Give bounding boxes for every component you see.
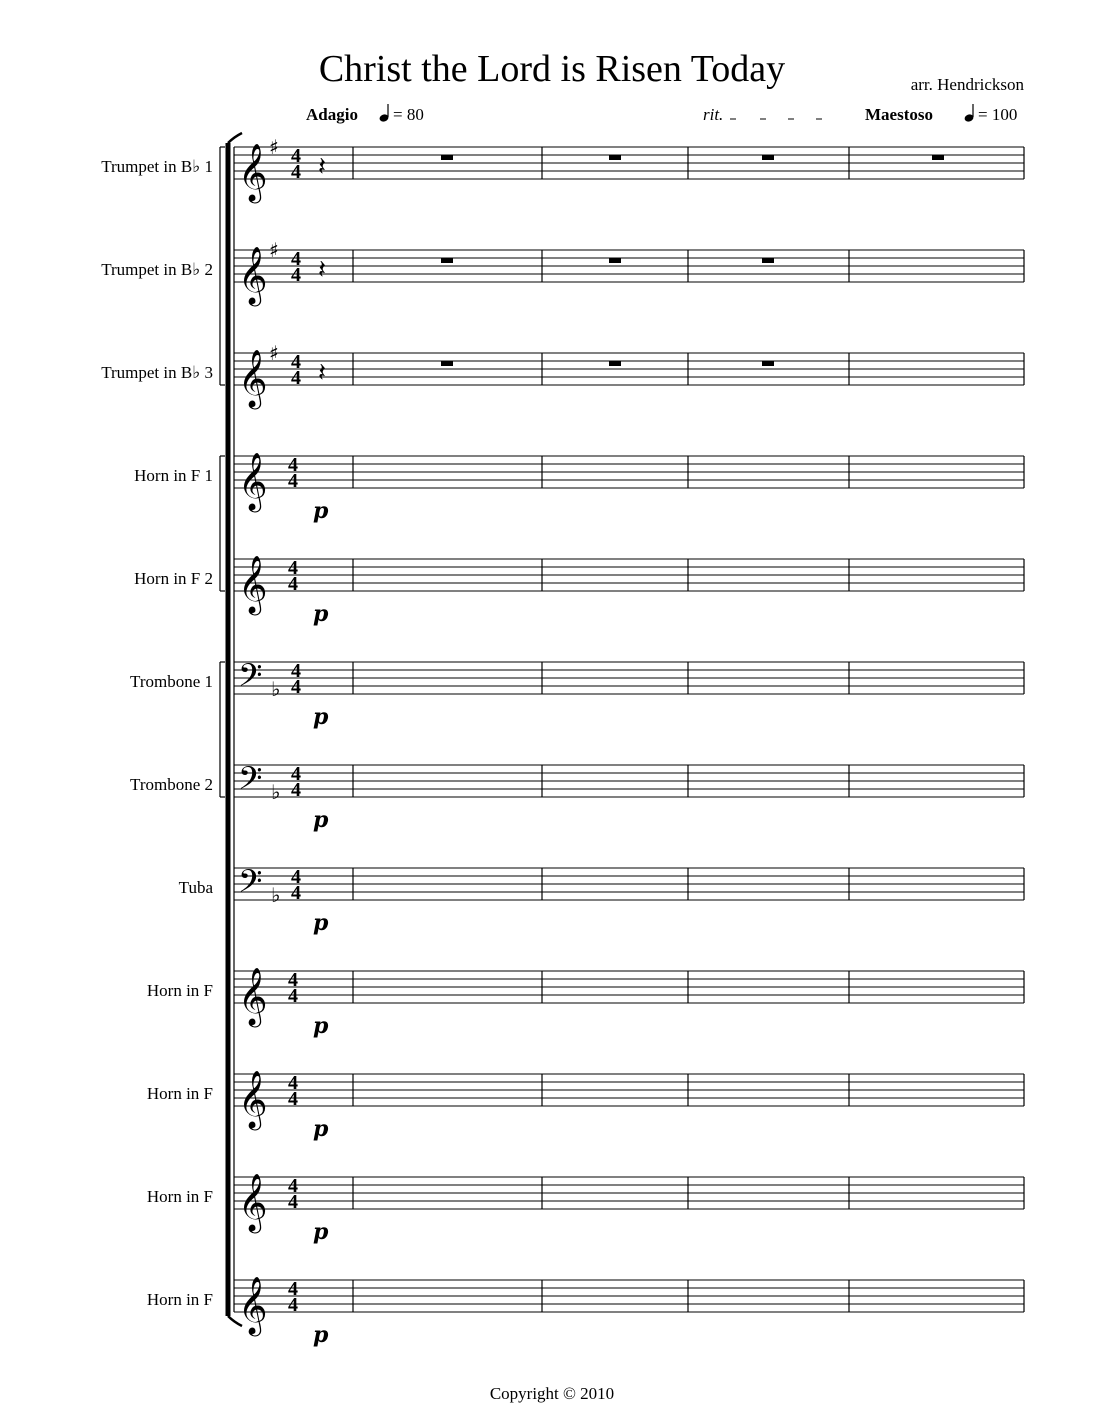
- staff-2: [101, 238, 1024, 307]
- treble-clef-icon: 𝄞: [238, 246, 268, 304]
- key-signature-flat-icon: ♭: [271, 780, 281, 804]
- key-signature-sharp-icon: ♯: [269, 341, 279, 365]
- time-signature-denominator: 4: [291, 161, 301, 183]
- staff-12: [147, 1276, 1024, 1348]
- time-signature-denominator: 4: [288, 573, 298, 595]
- time-signature-denominator: 4: [291, 676, 301, 698]
- time-signature-denominator: 4: [291, 779, 301, 801]
- instrument-label: Horn in F: [146, 1290, 213, 1309]
- dynamic-marking: p: [313, 807, 329, 833]
- treble-clef-icon: 𝄞: [238, 143, 268, 201]
- whole-rest-icon: [441, 361, 453, 366]
- time-signature-numerator: 4: [288, 557, 298, 579]
- time-signature-denominator: 4: [288, 1088, 298, 1110]
- treble-clef-icon: 𝄞: [238, 555, 268, 613]
- tempo-value-100: = 100: [978, 105, 1018, 124]
- staff-6: [130, 657, 1024, 730]
- whole-rest-icon: [441, 258, 453, 263]
- bass-clef-icon: 𝄢: [238, 863, 263, 907]
- staff-4: [134, 452, 1024, 524]
- dynamic-marking: p: [313, 910, 329, 936]
- score-title: Christ the Lord is Risen Today: [318, 48, 786, 90]
- whole-rest-icon: [609, 258, 621, 263]
- instrument-label: Horn in F 1: [134, 466, 213, 485]
- treble-clef-icon: 𝄞: [238, 349, 268, 407]
- whole-rest-icon: [932, 155, 944, 160]
- staff-8: [179, 863, 1024, 936]
- instrument-label: Horn in F: [146, 1187, 213, 1206]
- time-signature-denominator: 4: [291, 882, 301, 904]
- staff-1: [101, 135, 1024, 204]
- quarter-rest-icon: 𝄽: [318, 255, 326, 285]
- dynamic-marking: p: [313, 1013, 329, 1039]
- copyright-notice: Copyright © 2010: [489, 1384, 615, 1403]
- key-signature-flat-icon: ♭: [271, 677, 281, 701]
- key-signature-flat-icon: ♭: [271, 883, 281, 907]
- time-signature-denominator: 4: [288, 470, 298, 492]
- time-signature-numerator: 4: [288, 1278, 298, 1300]
- staff-9: [147, 967, 1024, 1039]
- time-signature-numerator: 4: [291, 145, 301, 167]
- ritardando-marking: rit.: [703, 105, 724, 124]
- bass-clef-icon: 𝄢: [238, 657, 263, 701]
- treble-clef-icon: 𝄞: [238, 1276, 268, 1334]
- quarter-rest-icon: 𝄽: [318, 152, 326, 182]
- time-signature-denominator: 4: [288, 1294, 298, 1316]
- staff-11: [147, 1173, 1024, 1245]
- instrument-label: Trombone 1: [130, 672, 213, 691]
- instrument-label: Tuba: [178, 878, 213, 897]
- dynamic-marking: p: [313, 1322, 329, 1348]
- instrument-label: Trombone 2: [130, 775, 213, 794]
- treble-clef-icon: 𝄞: [238, 452, 268, 510]
- time-signature-denominator: 4: [291, 367, 301, 389]
- time-signature-numerator: 4: [288, 1072, 298, 1094]
- dynamic-marking: p: [313, 498, 329, 524]
- treble-clef-icon: 𝄞: [238, 967, 268, 1025]
- instrument-label: Horn in F 2: [134, 569, 213, 588]
- arranger-credit: arr. Hendrickson: [910, 75, 1024, 94]
- tempo-value-80: = 80: [393, 105, 424, 124]
- bracket-hook-top: [228, 133, 242, 143]
- time-signature-denominator: 4: [288, 1191, 298, 1213]
- whole-rest-icon: [609, 361, 621, 366]
- time-signature-numerator: 4: [288, 969, 298, 991]
- time-signature-numerator: 4: [291, 248, 301, 270]
- time-signature-numerator: 4: [291, 660, 301, 682]
- quarter-note-icon: [379, 104, 390, 123]
- key-signature-sharp-icon: ♯: [269, 135, 279, 159]
- dynamic-marking: p: [313, 1219, 329, 1245]
- whole-rest-icon: [609, 155, 621, 160]
- staff-5: [134, 555, 1024, 627]
- whole-rest-icon: [762, 258, 774, 263]
- time-signature-numerator: 4: [288, 1175, 298, 1197]
- time-signature-numerator: 4: [288, 454, 298, 476]
- bass-clef-icon: 𝄢: [238, 760, 263, 804]
- dynamic-marking: p: [313, 601, 329, 627]
- tempo-marking-maestoso: Maestoso: [865, 105, 933, 124]
- whole-rest-icon: [762, 155, 774, 160]
- dynamic-marking: p: [313, 1116, 329, 1142]
- time-signature-denominator: 4: [291, 264, 301, 286]
- key-signature-sharp-icon: ♯: [269, 238, 279, 262]
- whole-rest-icon: [441, 155, 453, 160]
- time-signature-numerator: 4: [291, 763, 301, 785]
- treble-clef-icon: 𝄞: [238, 1070, 268, 1128]
- staff-10: [147, 1070, 1024, 1142]
- instrument-label: Trumpet in B♭ 1: [101, 157, 213, 176]
- quarter-note-icon: [964, 104, 975, 123]
- instrument-label: Horn in F: [146, 1084, 213, 1103]
- time-signature-numerator: 4: [291, 351, 301, 373]
- instrument-label: Trumpet in B♭ 3: [101, 363, 213, 382]
- instrument-label: Trumpet in B♭ 2: [101, 260, 213, 279]
- tempo-marking-adagio: Adagio: [306, 105, 358, 124]
- instrument-label: Horn in F: [146, 981, 213, 1000]
- dynamic-marking: p: [313, 704, 329, 730]
- quarter-rest-icon: 𝄽: [318, 358, 326, 388]
- time-signature-numerator: 4: [291, 866, 301, 888]
- staff-system: [101, 133, 1024, 1348]
- staff-3: [101, 341, 1024, 410]
- whole-rest-icon: [762, 361, 774, 366]
- staff-7: [130, 760, 1024, 833]
- time-signature-denominator: 4: [288, 985, 298, 1007]
- treble-clef-icon: 𝄞: [238, 1173, 268, 1231]
